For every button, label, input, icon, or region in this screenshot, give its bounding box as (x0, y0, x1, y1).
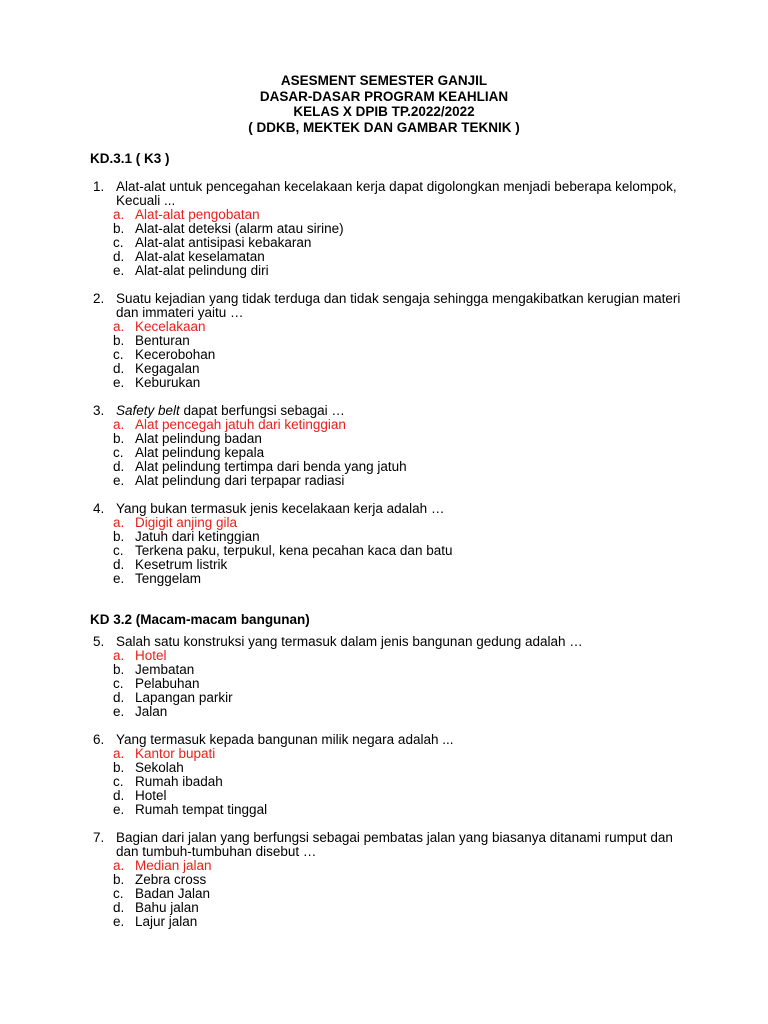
header-line-1: ASESMENT SEMESTER GANJIL (280, 73, 488, 88)
question-1 (93, 180, 693, 278)
option-a: a. Alat-alat pengobatan (113, 207, 260, 222)
option-c: c. Rumah ibadah (113, 774, 223, 789)
option-d: d. Alat-alat keselamatan (113, 249, 265, 264)
option-e: e. Lajur jalan (113, 914, 198, 929)
option-list (113, 418, 693, 488)
question-7 (93, 831, 693, 929)
question-2 (93, 292, 693, 390)
option-a: a. Hotel (113, 648, 167, 663)
question-number: 3. (93, 403, 105, 418)
option-a: a. Digigit anjing gila (113, 515, 238, 530)
option-c: c. Alat pelindung kepala (113, 445, 265, 460)
question-text-italic: Safety belt (116, 403, 180, 418)
question-text: Alat-alat untuk pencegahan kecelakaan kerja dapat digolongkan menjadi beberapa kelompok, Kecuali ... (116, 179, 677, 208)
option-e: e. Alat pelindung dari terpapar radiasi (113, 473, 345, 488)
option-e: e. Jalan (113, 704, 168, 719)
header-line-3: KELAS X DPIB TP.2022/2022 (293, 104, 475, 119)
question-5 (93, 635, 693, 719)
option-b: b. Jembatan (113, 662, 195, 677)
option-c: c. Terkena paku, terpukul, kena pecahan kaca dan batu (113, 543, 453, 558)
option-list (113, 208, 693, 278)
option-d: d. Hotel (113, 788, 167, 803)
question-number: 4. (93, 501, 105, 516)
question-4 (93, 502, 693, 586)
question-number: 6. (93, 732, 105, 747)
option-b: b. Alat pelindung badan (113, 431, 262, 446)
header-line-4: ( DDKB, MEKTEK DAN GAMBAR TEKNIK ) (248, 119, 520, 135)
option-list (113, 320, 693, 390)
question-number: 5. (93, 634, 105, 649)
option-d: d. Lapangan parkir (113, 690, 233, 705)
option-d: d. Alat pelindung tertimpa dari benda yang jatuh (113, 459, 407, 474)
option-b: b. Alat-alat deteksi (alarm atau sirine) (113, 221, 344, 236)
option-b: b. Sekolah (113, 760, 184, 775)
option-b: b. Benturan (113, 333, 190, 348)
option-list (113, 649, 693, 719)
option-a: a. Kecelakaan (113, 319, 206, 334)
option-a: a. Kantor bupati (113, 746, 216, 761)
option-list (113, 859, 693, 929)
option-b: b. Jatuh dari ketinggian (113, 529, 260, 544)
question-3 (93, 404, 693, 488)
header-line-2: DASAR-DASAR PROGRAM KEAHLIAN (259, 88, 509, 104)
question-number: 7. (93, 830, 105, 845)
section-title-kd32: KD 3.2 (Macam-macam bangunan) (90, 612, 310, 627)
question-text: Yang bukan termasuk jenis kecelakaan kerja adalah … (116, 501, 445, 516)
question-number: 1. (93, 179, 105, 194)
option-a: a. Alat pencegah jatuh dari ketinggian (113, 417, 346, 432)
option-a: a. Median jalan (113, 858, 212, 873)
question-text: Yang termasuk kepada bangunan milik negara adalah ... (116, 732, 454, 747)
option-d: d. Bahu jalan (113, 900, 199, 915)
option-c: c. Badan Jalan (113, 886, 211, 901)
option-d: d. Kegagalan (113, 361, 200, 376)
option-e: e. Tenggelam (113, 571, 202, 586)
option-e: e. Alat-alat pelindung diri (113, 263, 269, 278)
option-list (113, 516, 693, 586)
option-e: e. Keburukan (113, 375, 201, 390)
option-c: c. Pelabuhan (113, 676, 200, 691)
option-list (113, 747, 693, 817)
option-c: c. Alat-alat antisipasi kebakaran (113, 235, 312, 250)
exam-header (0, 73, 768, 135)
question-text: Bagian dari jalan yang berfungsi sebagai pembatas jalan yang biasanya ditanami rumput dan dan tumbuh-tumbuhan disebut … (116, 830, 673, 859)
question-number: 2. (93, 291, 105, 306)
question-text: Suatu kejadian yang tidak terduga dan tidak sengaja sehingga mengakibatkan kerugian materi dan immateri yaitu … (116, 291, 681, 320)
option-b: b. Zebra cross (113, 872, 207, 887)
section-title-kd31: KD.3.1 ( K3 ) (90, 151, 170, 166)
option-c: c. Kecerobohan (113, 347, 216, 362)
option-d: d. Kesetrum listrik (113, 557, 228, 572)
option-e: e. Rumah tempat tinggal (113, 802, 268, 817)
question-6 (93, 733, 693, 817)
question-text: Safety belt dapat berfungsi sebagai … (116, 403, 345, 418)
question-text: Salah satu konstruksi yang termasuk dalam jenis bangunan gedung adalah … (116, 634, 583, 649)
